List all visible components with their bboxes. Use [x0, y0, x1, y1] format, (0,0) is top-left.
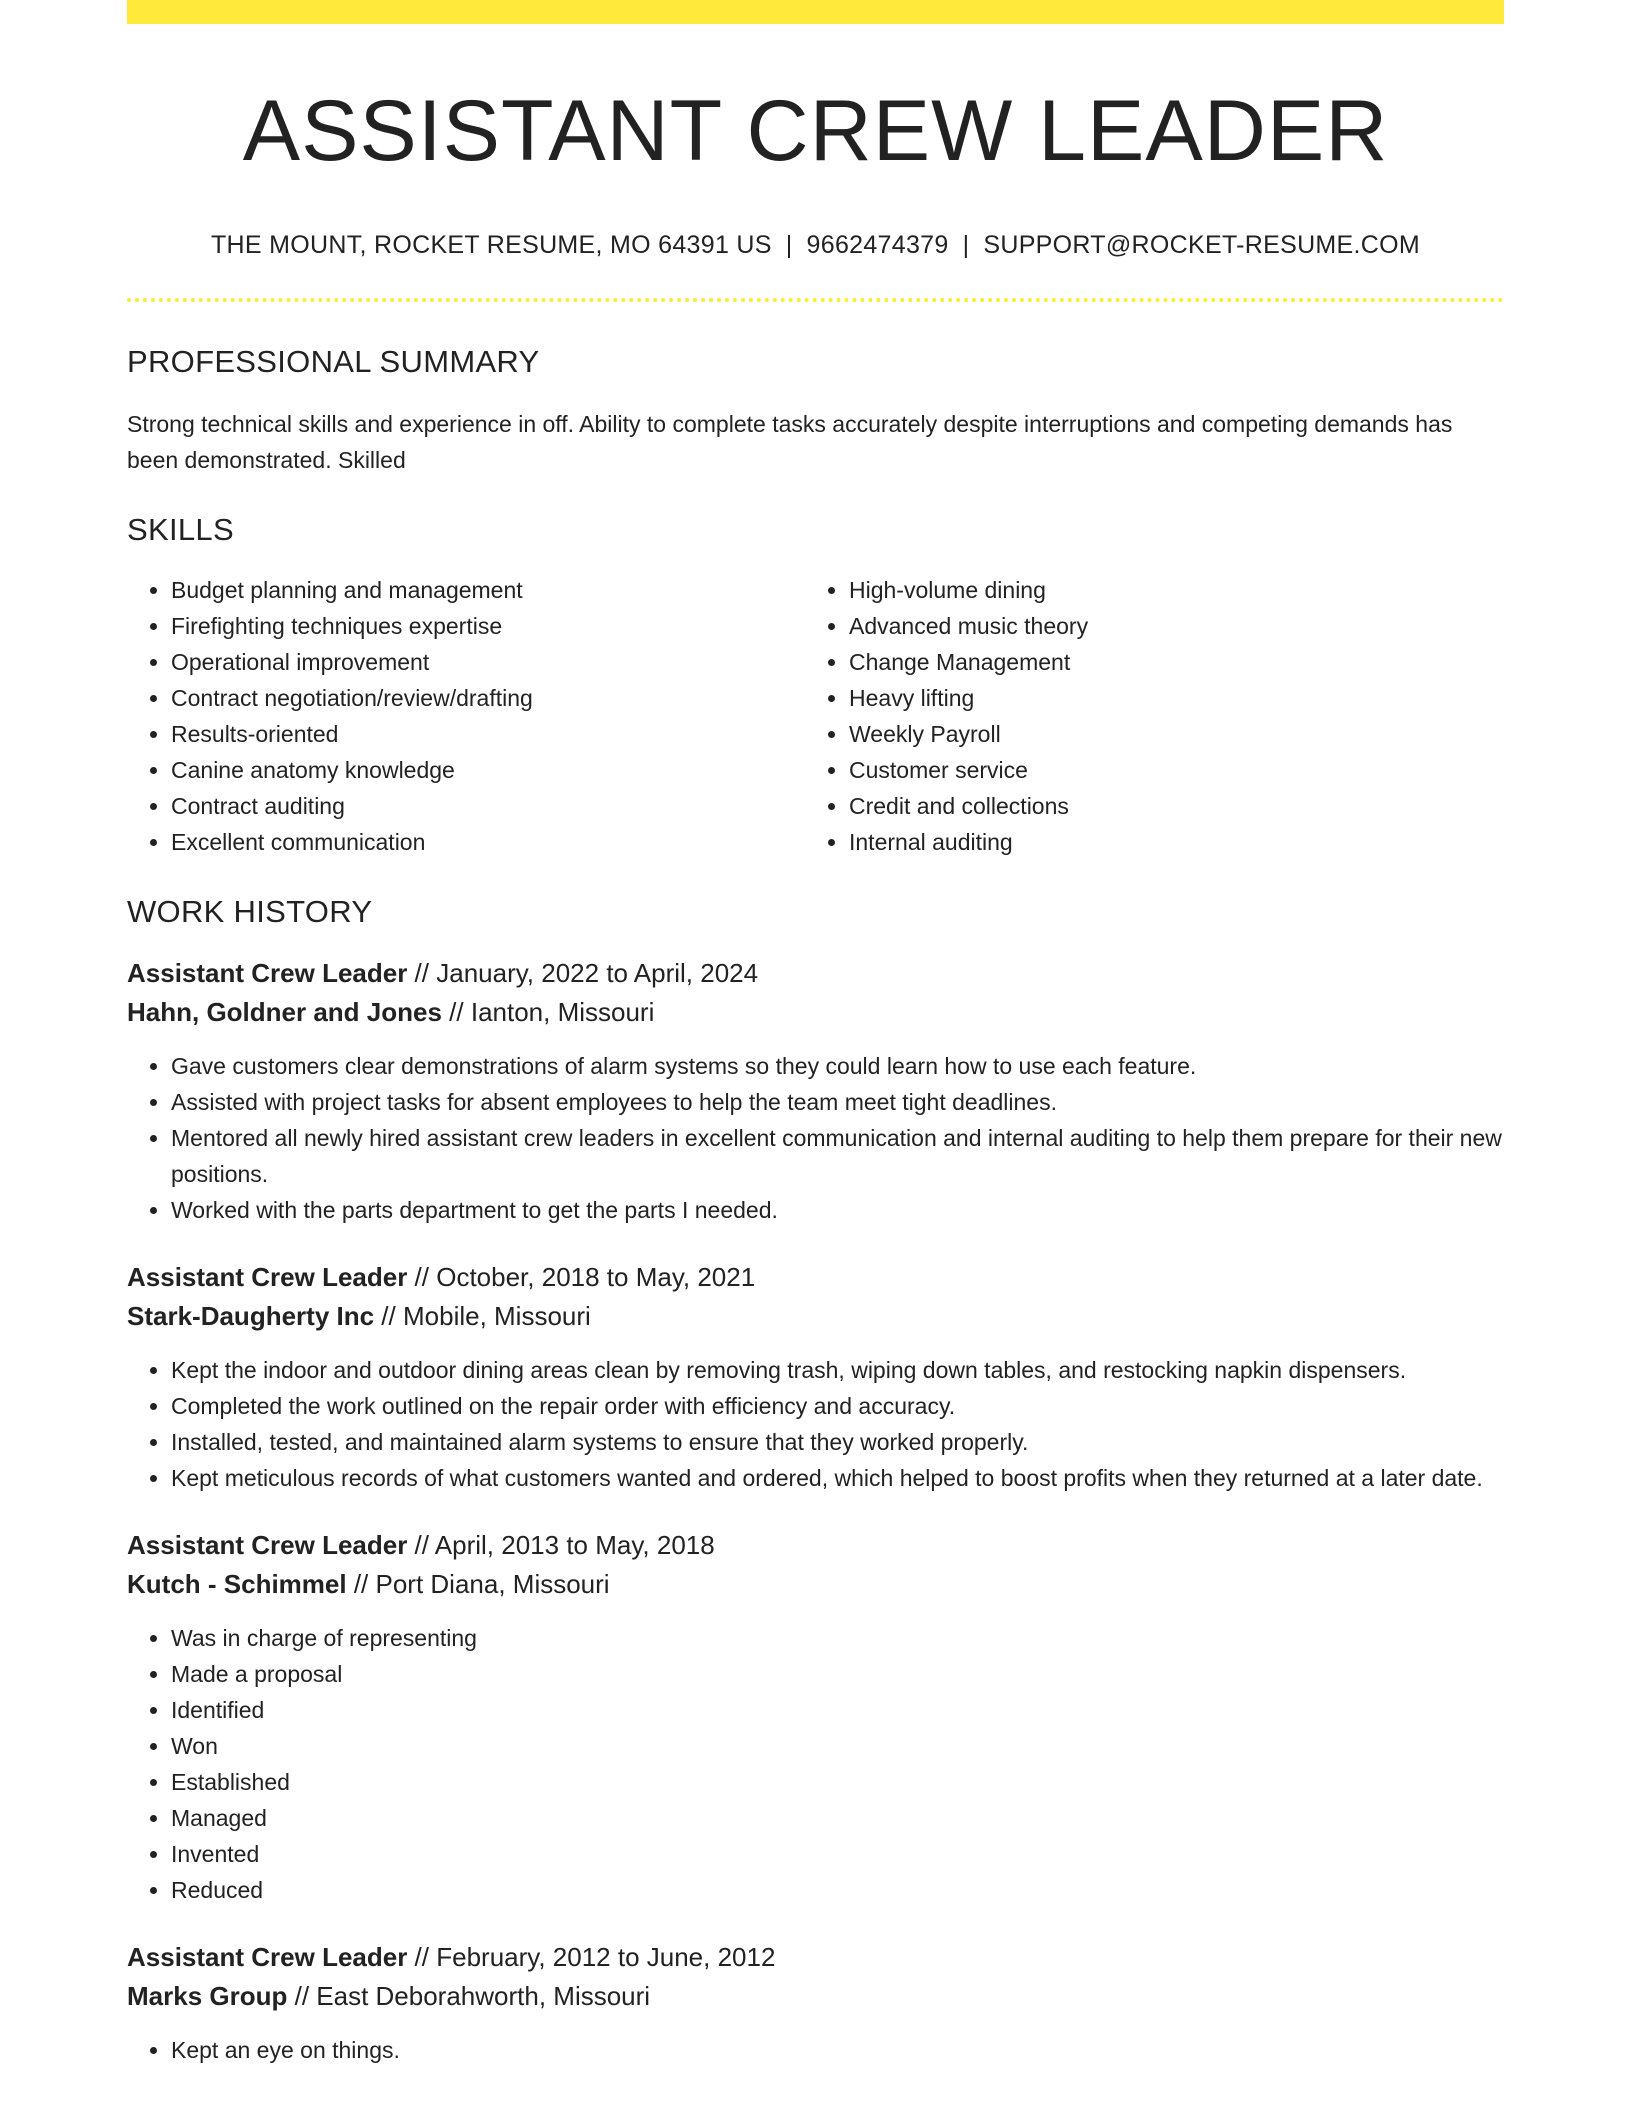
job-role-line [127, 1526, 1504, 1565]
skill-item: • Contract auditing [171, 788, 805, 824]
skill-item: • Internal auditing [849, 824, 1483, 860]
skill-item: • Weekly Payroll [849, 716, 1483, 752]
job-location: Mobile, Missouri [402, 1300, 591, 1331]
skill-item: • Budget planning and management [171, 572, 805, 608]
job-entry [127, 1258, 1504, 1496]
skills-heading: SKILLS [127, 511, 234, 547]
skill-item: • High-volume dining [849, 572, 1483, 608]
job-separator: // [287, 1980, 317, 2011]
job-company-line [127, 1297, 1504, 1336]
skill-item: • Results-oriented [171, 716, 805, 752]
job-location: Port Diana, Missouri [375, 1568, 610, 1599]
job-bullet: • Gave customers clear demonstrations of alarm systems so they could learn how to use each feature. [171, 1048, 1504, 1084]
job-separator: // [374, 1300, 403, 1331]
dotted-divider [127, 298, 1504, 302]
skill-item: • Canine anatomy knowledge [171, 752, 805, 788]
skill-item: • Firefighting techniques expertise [171, 608, 805, 644]
contact-separator: | [962, 230, 970, 259]
contact-separator: | [785, 230, 793, 259]
skill-item: • Customer service [849, 752, 1483, 788]
job-bullet: • Reduced [171, 1872, 1504, 1908]
job-bullets [127, 2032, 1504, 2068]
job-dates: January, 2022 to April, 2024 [436, 957, 759, 988]
skill-item: • Advanced music theory [849, 608, 1483, 644]
job-bullet: • Managed [171, 1800, 1504, 1836]
job-entry [127, 954, 1504, 1228]
job-role: Assistant Crew Leader [127, 1529, 408, 1560]
skill-item: • Excellent communication [171, 824, 805, 860]
contact-line [127, 231, 1504, 260]
job-separator: // [346, 1568, 376, 1599]
job-dates: April, 2013 to May, 2018 [434, 1529, 715, 1560]
skill-item: • Change Management [849, 644, 1483, 680]
contact-email[interactable]: SUPPORT@ROCKET-RESUME.COM [983, 230, 1421, 259]
job-company-line [127, 1977, 1504, 2016]
job-bullet: • Kept meticulous records of what customers wanted and ordered, which helped to boost profits when they returned at a later date. [171, 1460, 1504, 1496]
job-bullet: • Worked with the parts department to get the parts I needed. [171, 1192, 1504, 1228]
job-dates: October, 2018 to May, 2021 [436, 1261, 756, 1292]
job-company: Stark-Daugherty Inc [127, 1300, 375, 1331]
job-bullet: • Kept the indoor and outdoor dining areas clean by removing trash, wiping down tables, and restocking napkin dispensers. [171, 1352, 1504, 1388]
job-location: East Deborahworth, Missouri [316, 1980, 651, 2011]
job-bullet: • Was in charge of representing [171, 1620, 1504, 1656]
job-bullets [127, 1352, 1504, 1496]
job-separator: // [407, 1941, 437, 1972]
resume-page [127, 0, 1504, 2068]
job-role-line [127, 954, 1504, 993]
job-role-line [127, 1258, 1504, 1297]
job-role-line [127, 1938, 1504, 1977]
skill-item: • Operational improvement [171, 644, 805, 680]
summary-text: Strong technical skills and experience in off. Ability to complete tasks accurately despite interruptions and competing demands has been demonstrated. Skilled [127, 410, 1453, 473]
job-bullet: • Mentored all newly hired assistant crew leaders in excellent communication and internal auditing to help them prepare for their new positions. [171, 1120, 1504, 1192]
skills-column-right [805, 572, 1483, 860]
job-separator: // [407, 1261, 437, 1292]
job-company: Marks Group [127, 1980, 288, 2011]
work-history-heading: WORK HISTORY [127, 893, 373, 929]
job-bullet: • Identified [171, 1692, 1504, 1728]
job-bullet: • Completed the work outlined on the repair order with efficiency and accuracy. [171, 1388, 1504, 1424]
job-bullet: • Installed, tested, and maintained alarm systems to ensure that they worked properly. [171, 1424, 1504, 1460]
skills-column-left [127, 572, 805, 860]
job-role: Assistant Crew Leader [127, 957, 408, 988]
job-bullet: • Invented [171, 1836, 1504, 1872]
job-bullet: • Assisted with project tasks for absent employees to help the team meet tight deadlines. [171, 1084, 1504, 1120]
contact-phone[interactable]: 9662474379 [806, 230, 949, 259]
job-separator: // [407, 1529, 435, 1560]
summary-heading: PROFESSIONAL SUMMARY [127, 343, 540, 379]
job-bullet: • Won [171, 1728, 1504, 1764]
job-dates: February, 2012 to June, 2012 [436, 1941, 776, 1972]
skill-item: • Contract negotiation/review/drafting [171, 680, 805, 716]
job-bullet: • Established [171, 1764, 1504, 1800]
job-role: Assistant Crew Leader [127, 1261, 408, 1292]
job-bullets [127, 1048, 1504, 1228]
job-company: Hahn, Goldner and Jones [127, 996, 442, 1027]
job-bullet: • Made a proposal [171, 1656, 1504, 1692]
skill-item: • Credit and collections [849, 788, 1483, 824]
job-company-line [127, 993, 1504, 1032]
job-role: Assistant Crew Leader [127, 1941, 408, 1972]
job-bullet: • Kept an eye on things. [171, 2032, 1504, 2068]
skill-item: • Heavy lifting [849, 680, 1483, 716]
job-entry [127, 1938, 1504, 2068]
job-separator: // [407, 957, 437, 988]
job-location: Ianton, Missouri [470, 996, 655, 1027]
skills-list [127, 572, 1504, 860]
contact-address: THE MOUNT, ROCKET RESUME, MO 64391 US [210, 230, 772, 259]
job-separator: // [441, 996, 471, 1027]
job-company: Kutch - Schimmel [127, 1568, 347, 1599]
job-bullets [127, 1620, 1504, 1908]
job-entry [127, 1526, 1504, 1908]
candidate-title: ASSISTANT CREW LEADER [242, 83, 1389, 179]
accent-bar [127, 0, 1504, 24]
job-company-line [127, 1565, 1504, 1604]
